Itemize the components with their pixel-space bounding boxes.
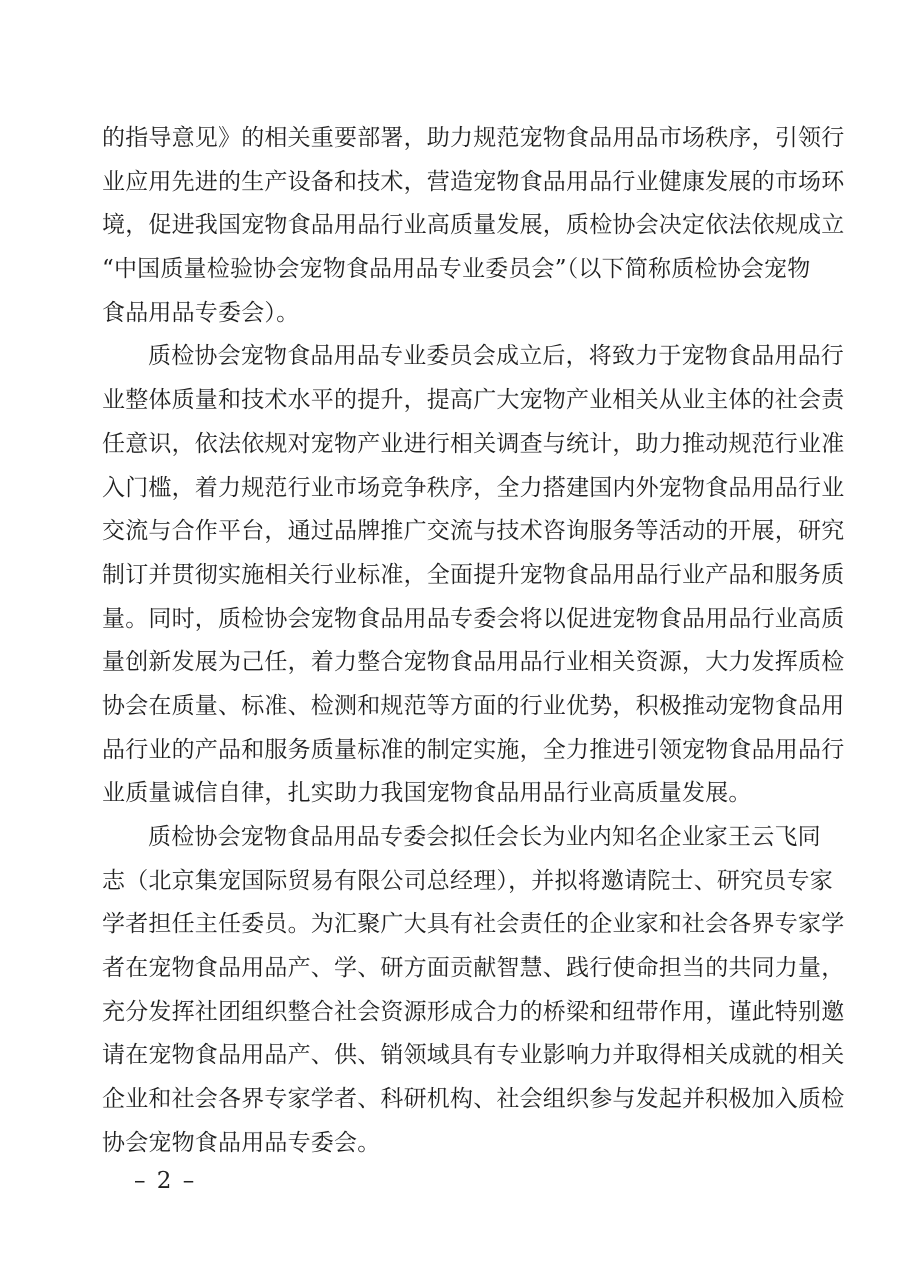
document-body: [102, 117, 868, 1166]
text-line: 业应用先进的生产设备和技术，营造宠物食品用品行业健康发展的市场环: [102, 168, 845, 195]
text-line: 品行业的产品和服务质量标准的制定实施，全力推进引领宠物食品用品行: [102, 736, 845, 763]
text-line: 制订并贯彻实施相关行业标准，全面提升宠物食品用品行业产品和服务质: [102, 561, 845, 588]
paragraph: [102, 117, 868, 335]
paragraph: [102, 335, 868, 816]
text-line: 学者担任主任委员。为汇聚广大具有社会责任的企业家和社会各界专家学: [102, 911, 845, 938]
text-line: 质检协会宠物食品用品专业委员会成立后，将致力于宠物食品用品行: [148, 343, 844, 370]
text-line: 境，促进我国宠物食品用品行业高质量发展，质检协会决定依法依规成立: [102, 212, 845, 239]
text-line: 量。同时，质检协会宠物食品用品专委会将以促进宠物食品用品行业高质: [102, 605, 845, 632]
text-line: 任意识，依法依规对宠物产业进行相关调查与统计，助力推动规范行业准: [102, 430, 845, 457]
text-line: 业整体质量和技术水平的提升，提高广大宠物产业相关从业主体的社会责: [102, 387, 845, 414]
text-line: 业质量诚信自律，扎实助力我国宠物食品用品行业高质量发展。: [102, 780, 752, 807]
text-line: 志（北京集宠国际贸易有限公司总经理），并拟将邀请院士、研究员专家: [102, 867, 833, 894]
text-line: 协会宠物食品用品专委会。: [102, 1129, 381, 1156]
text-line: “中国质量检验协会宠物食品用品专业委员会”（以下简称质检协会宠物: [102, 256, 811, 283]
text-line: 量创新发展为己任，着力整合宠物食品用品行业相关资源，大力发挥质检: [102, 649, 845, 676]
text-line: 交流与合作平台，通过品牌推广交流与技术咨询服务等活动的开展，研究: [102, 518, 845, 545]
text-line: 企业和社会各界专家学者、科研机构、社会组织参与发起并积极加入质检: [102, 1086, 845, 1113]
text-line: 请在宠物食品用品产、供、销领域具有专业影响力并取得相关成就的相关: [102, 1042, 845, 1069]
page-number: – 2 –: [134, 1168, 197, 1194]
text-line: 质检协会宠物食品用品专委会拟任会长为业内知名企业家王云飞同: [148, 824, 821, 850]
text-line: 的指导意见》的相关重要部署，助力规范宠物食品用品市场秩序，引领行: [102, 125, 845, 151]
paragraph: [102, 816, 868, 1166]
text-line: 充分发挥社团组织整合社会资源形成合力的桥梁和纽带作用，谨此特别邀: [102, 998, 845, 1025]
text-line: 协会在质量、标准、检测和规范等方面的行业优势，积极推动宠物食品用: [102, 692, 845, 719]
text-line: 食品用品专委会）。: [102, 299, 300, 326]
text-line: 者在宠物食品用品产、学、研方面贡献智慧、践行使命担当的共同力量，: [102, 955, 845, 982]
text-line: 入门槛，着力规范行业市场竞争秩序，全力搭建国内外宠物食品用品行业: [102, 474, 845, 501]
